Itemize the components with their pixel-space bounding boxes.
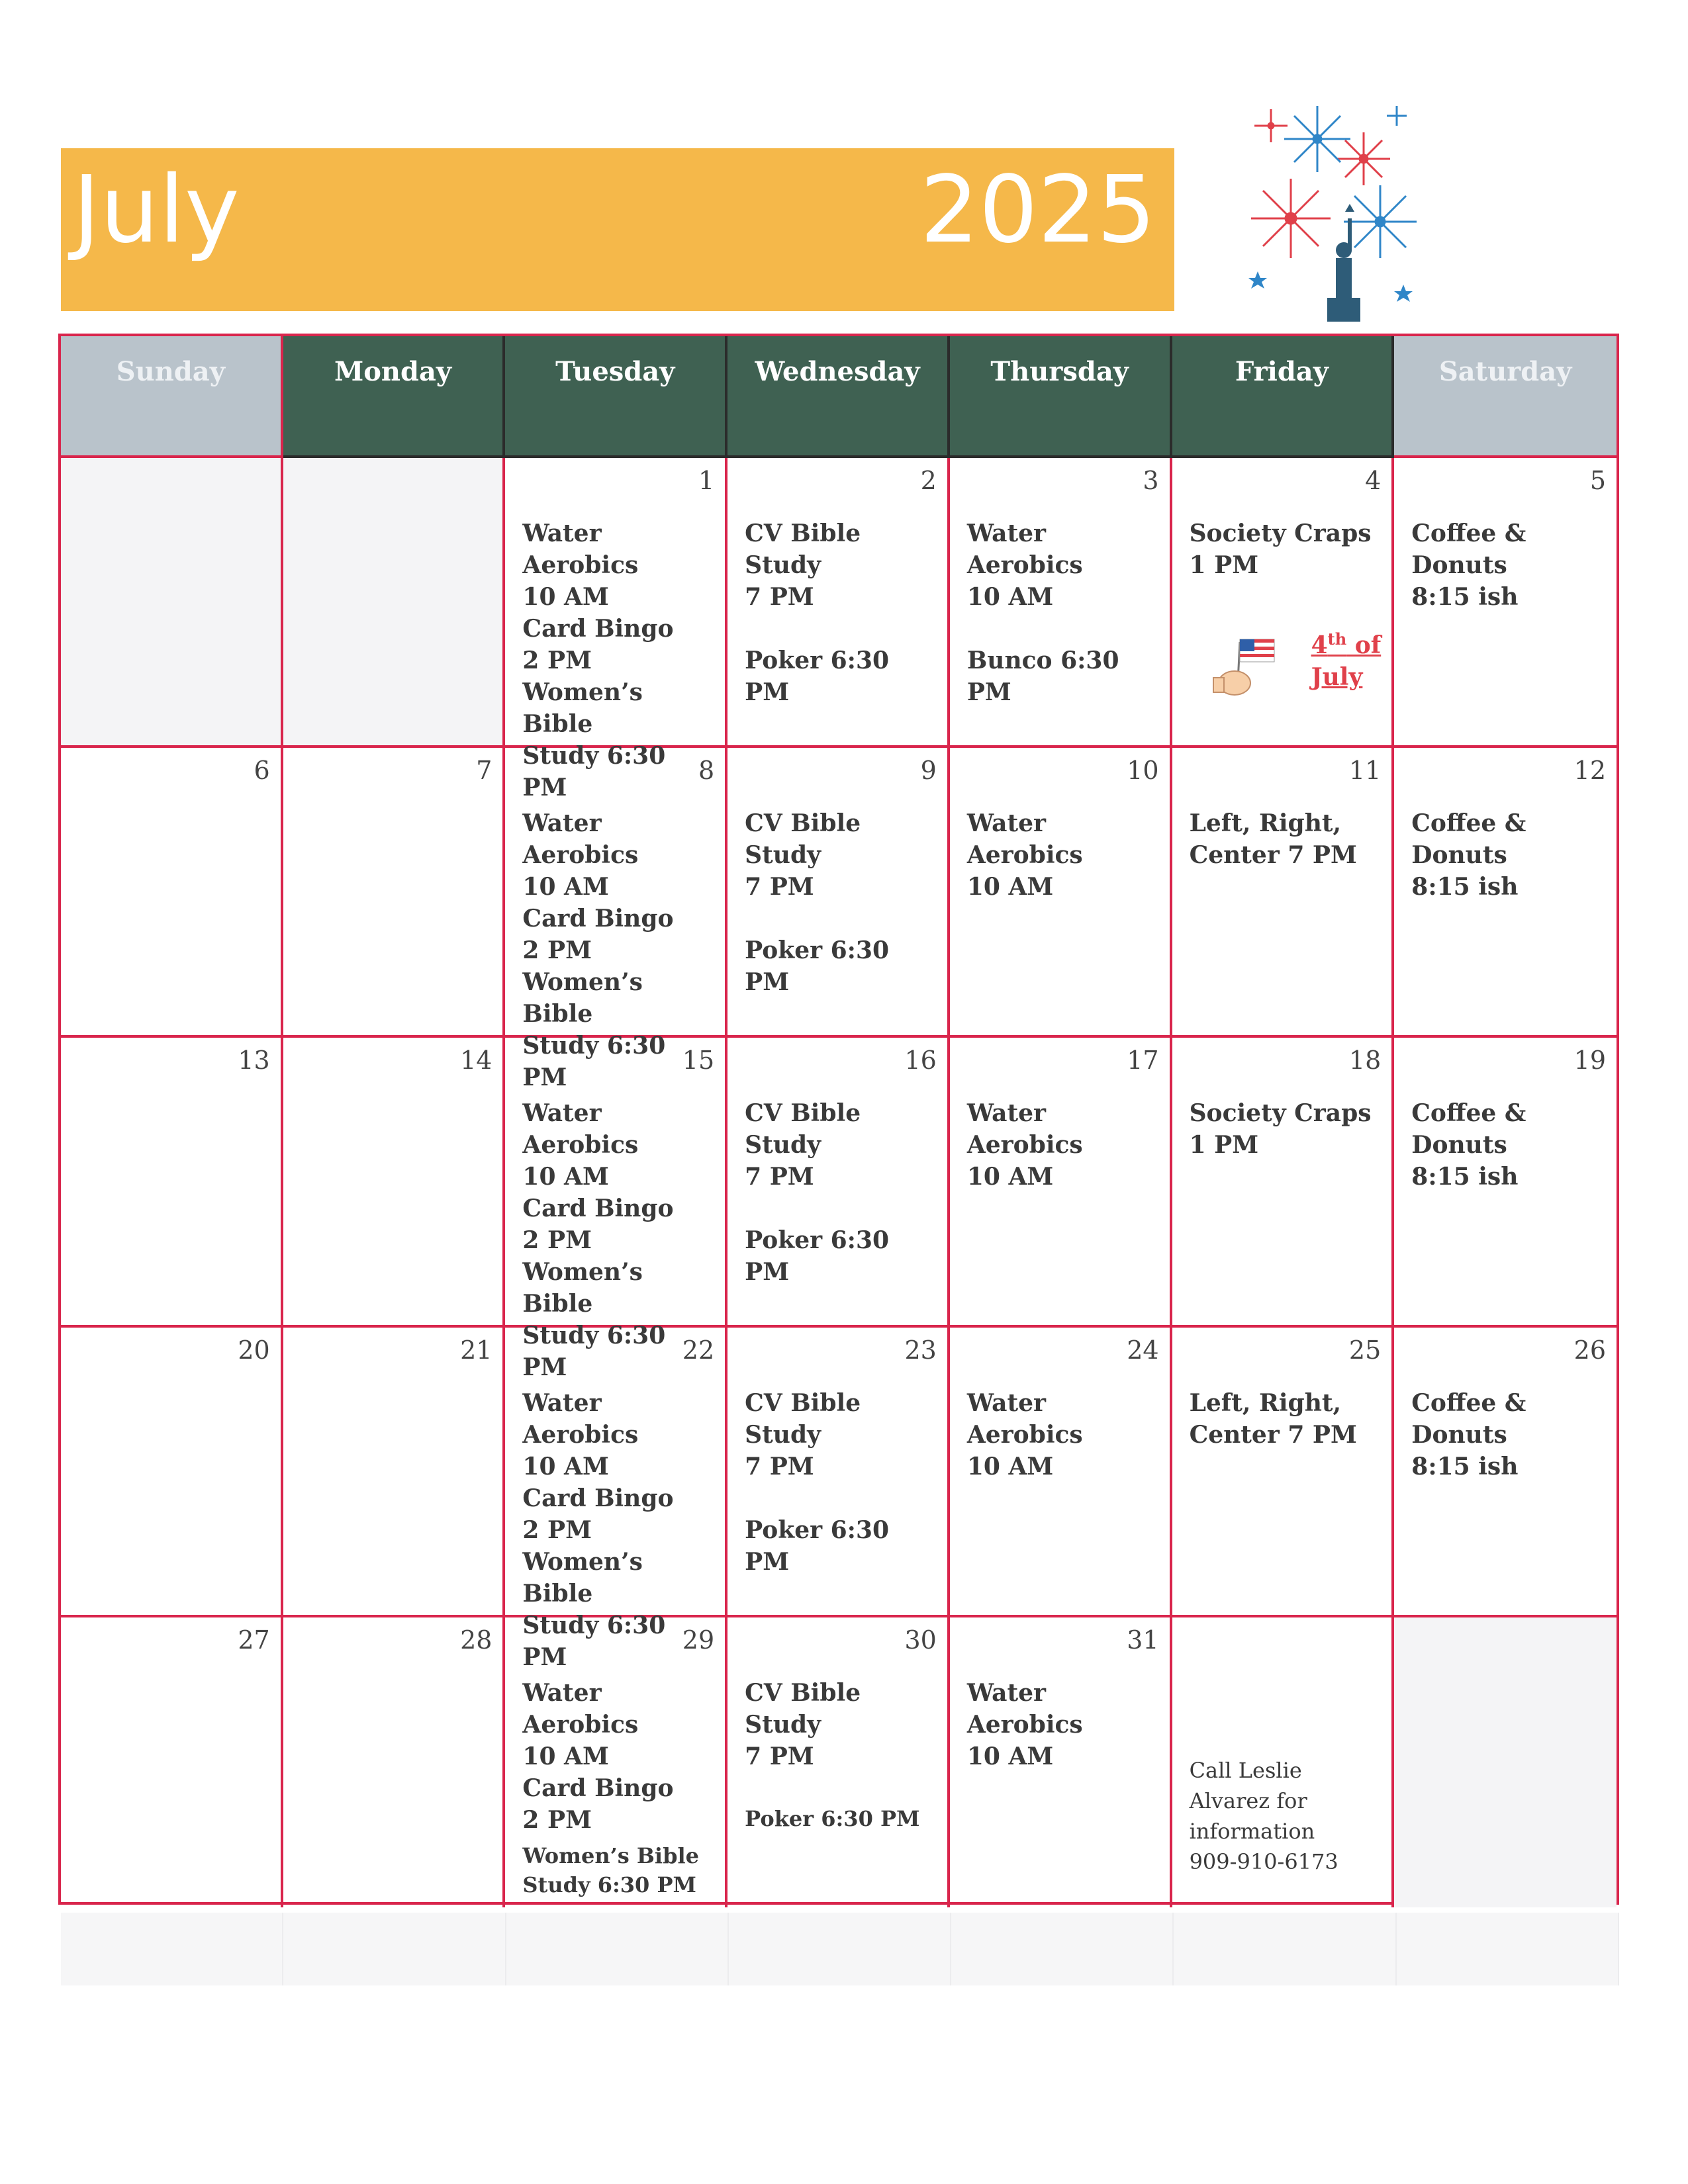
day-cell: [1172, 1617, 1395, 1907]
day-cell: [1394, 1328, 1617, 1617]
holiday-label: [1311, 623, 1382, 693]
day-number: 14: [460, 1046, 492, 1075]
header-monday: Monday: [283, 336, 506, 458]
day-cell: [283, 458, 506, 748]
day-events: Coffee & Donuts 8:15 ish: [1411, 809, 1526, 901]
day-cell: [61, 1617, 283, 1907]
day-cell: [283, 748, 506, 1038]
day-number: 26: [1573, 1336, 1606, 1365]
day-events: Left, Right, Center 7 PM: [1189, 809, 1357, 869]
footer-cell: [283, 1913, 506, 1985]
header-saturday: Saturday: [1394, 336, 1617, 458]
day-number: 31: [1127, 1625, 1159, 1655]
month-banner: [61, 148, 1174, 311]
day-cell: [61, 1038, 283, 1328]
day-number: 23: [904, 1336, 937, 1365]
day-number: 21: [460, 1336, 492, 1365]
footer-cell: [1397, 1913, 1619, 1985]
day-number: 19: [1573, 1046, 1606, 1075]
day-cell: [727, 1328, 950, 1617]
day-cell: [1394, 1617, 1617, 1907]
day-events: Water Aerobics 10 AM Card Bingo 2 PM Women’s Bible Study 6:30 PM: [522, 809, 674, 1091]
holiday-text: of July: [1311, 631, 1382, 691]
day-events: CV Bible Study 7 PM Poker 6:30 PM: [745, 1099, 890, 1286]
day-cell: [950, 1038, 1172, 1328]
day-events: Water Aerobics 10 AM: [966, 1679, 1083, 1770]
holiday-ordinal: th: [1327, 629, 1347, 649]
day-cell: [1172, 1328, 1395, 1617]
footer-cell: [61, 1913, 283, 1985]
footer-empty-row: [61, 1913, 1619, 1985]
flag-in-hand-icon: [1211, 629, 1277, 702]
day-cell: [1394, 458, 1617, 748]
day-number: 5: [1589, 466, 1606, 495]
day-cell: [950, 458, 1172, 748]
day-events: Society Craps 1 PM: [1189, 520, 1372, 579]
fireworks-statue-of-liberty-icon: [1244, 99, 1423, 324]
day-events: Water Aerobics 10 AM Card Bingo 2 PM: [522, 1679, 674, 1834]
day-number: 25: [1348, 1336, 1382, 1365]
day-events: CV Bible Study 7 PM Poker 6:30 PM: [745, 809, 890, 996]
day-number: 27: [238, 1625, 270, 1655]
day-cell: [61, 748, 283, 1038]
day-events: Water Aerobics 10 AM Card Bingo 2 PM Women’s Bible Study 6:30 PM: [522, 1099, 674, 1381]
day-number: 18: [1348, 1046, 1382, 1075]
day-number: 20: [238, 1336, 270, 1365]
day-number: 13: [238, 1046, 270, 1075]
day-events: Water Aerobics 10 AM Card Bingo 2 PM Women’s Bible Study 6:30 PM: [522, 1389, 674, 1671]
day-cell: [950, 748, 1172, 1038]
day-number: 3: [1143, 466, 1159, 495]
day-events-poker: Poker 6:30 PM: [745, 1806, 920, 1831]
year-title: 2025: [919, 156, 1156, 264]
day-number: 6: [254, 756, 270, 785]
day-number: 10: [1127, 756, 1159, 785]
header-thursday: Thursday: [950, 336, 1172, 458]
day-events: CV Bible Study 7 PM Poker 6:30 PM: [745, 520, 890, 706]
day-cell: [283, 1617, 506, 1907]
day-number: 12: [1573, 756, 1606, 785]
month-title: July: [73, 156, 240, 264]
day-number: 29: [682, 1625, 715, 1655]
day-events: Society Craps 1 PM: [1189, 1099, 1372, 1159]
footer-cell: [951, 1913, 1174, 1985]
day-events: Coffee & Donuts 8:15 ish: [1411, 520, 1526, 611]
day-number: 24: [1127, 1336, 1159, 1365]
day-cell: [61, 1328, 283, 1617]
day-events: Coffee & Donuts 8:15 ish: [1411, 1389, 1526, 1480]
day-cell: [283, 1038, 506, 1328]
header-wednesday: Wednesday: [727, 336, 950, 458]
day-cell: [505, 1617, 727, 1907]
day-events: CV Bible Study 7 PM: [745, 1679, 861, 1770]
day-events: Water Aerobics 10 AM Card Bingo 2 PM Women’s Bible Study 6:30 PM: [522, 520, 674, 801]
day-cell: [283, 1328, 506, 1617]
day-number: 16: [904, 1046, 937, 1075]
day-cell: [727, 748, 950, 1038]
day-cell: [1394, 748, 1617, 1038]
day-number: 28: [460, 1625, 492, 1655]
day-number: 17: [1127, 1046, 1159, 1075]
day-number: 22: [682, 1336, 715, 1365]
footer-cell: [1174, 1913, 1396, 1985]
calendar-grid: [58, 334, 1619, 1905]
header-tuesday: Tuesday: [505, 336, 727, 458]
day-cell: [727, 1617, 950, 1907]
header-friday: Friday: [1172, 336, 1395, 458]
day-number: 30: [904, 1625, 937, 1655]
contact-info: Call Leslie Alvarez for information 909-910-6173: [1189, 1758, 1338, 1874]
day-number: 1: [698, 466, 715, 495]
day-number: 8: [698, 756, 715, 785]
day-cell: [950, 1328, 1172, 1617]
day-events: Water Aerobics 10 AM: [966, 1099, 1083, 1191]
day-events-bible-study: Women’s Bible Study 6:30 PM: [522, 1843, 699, 1897]
day-cell: [1394, 1038, 1617, 1328]
footer-cell: [729, 1913, 951, 1985]
day-cell: [61, 458, 283, 748]
day-number: 11: [1348, 756, 1382, 785]
day-number: 7: [476, 756, 492, 785]
day-events: CV Bible Study 7 PM Poker 6:30 PM: [745, 1389, 890, 1576]
day-cell: [950, 1617, 1172, 1907]
day-events: Water Aerobics 10 AM Bunco 6:30 PM: [966, 520, 1119, 706]
day-number: 2: [920, 466, 937, 495]
day-cell: [1172, 1038, 1395, 1328]
day-cell: [1172, 458, 1395, 748]
day-cell: [727, 458, 950, 748]
day-cell: [727, 1038, 950, 1328]
day-events: Left, Right, Center 7 PM: [1189, 1389, 1357, 1449]
day-events: Coffee & Donuts 8:15 ish: [1411, 1099, 1526, 1191]
header-sunday: Sunday: [61, 336, 283, 458]
day-events: Water Aerobics 10 AM: [966, 1389, 1083, 1480]
day-number: 15: [682, 1046, 715, 1075]
day-number: 4: [1365, 466, 1382, 495]
holiday-day: 4: [1311, 631, 1328, 659]
day-cell: [505, 458, 727, 801]
day-cell: [1172, 748, 1395, 1038]
footer-cell: [506, 1913, 729, 1985]
day-events: Water Aerobics 10 AM: [966, 809, 1083, 901]
day-number: 9: [920, 756, 937, 785]
